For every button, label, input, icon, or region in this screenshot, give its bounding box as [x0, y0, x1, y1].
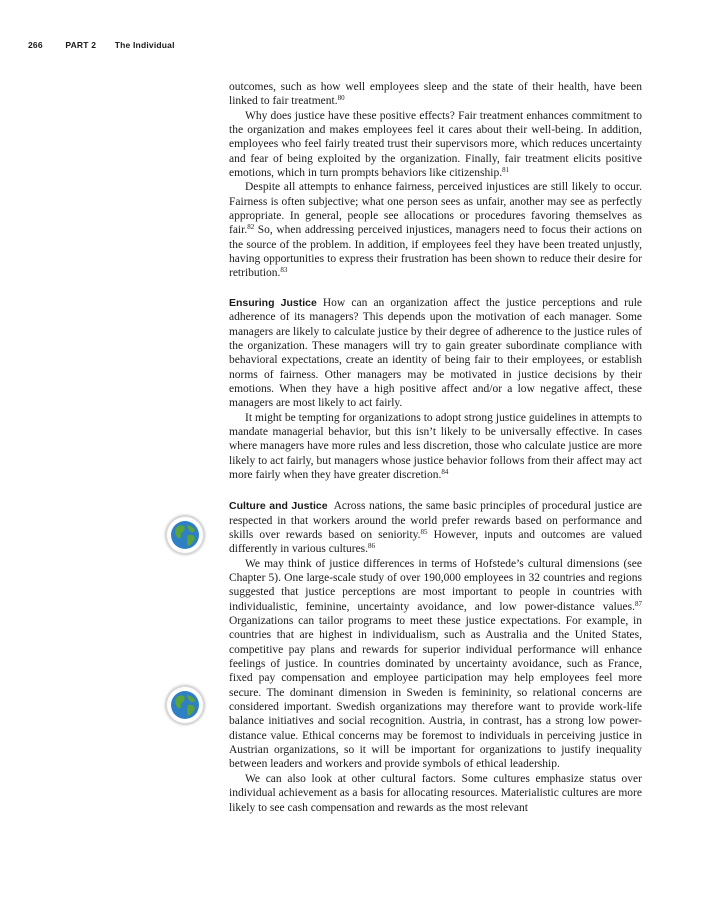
paragraph: outcomes, such as how well employees sleep and the state of their health, have been linked to fair treatment.$^{80}$ [229, 81, 642, 108]
section-gap [229, 281, 642, 296]
footnote-ref: 80 [337, 94, 345, 103]
footnote-ref: 87 [635, 599, 642, 608]
paragraph: Ensuring Justice How can an organization affect the justice perceptions and rule adherence of its managers? This depends upon the motivation of each manager. Some managers are likely to calculate justice by their degree of adherence to the justice rules of the organization. These managers will try to gain greater subordinate compliance with behavioral expectations, create an identity of being fair to their employees, or establish norms of fairness. Other managers may be motivated in justice decisions by their emotions. When they have a high positive affect and/or a low negative affect, these managers are most likely to act fairly. [229, 296, 643, 410]
footnote-ref: 82 [247, 223, 255, 232]
page-number: 266 [28, 40, 43, 50]
globe-icon [166, 686, 204, 724]
footnote-ref: 85 [420, 527, 428, 536]
section-heading: Ensuring Justice [229, 296, 317, 309]
paragraph: It might be tempting for organizations to adopt strong justice guidelines in attempts to mandate managerial behavior, but this isn’t likely to be universally effective. In cases where managers have more rules and less discretion, those who calculate justice are more likely to act fairly, but managers whose justice behavior follows from their affect may act more fairly when they have greater discretion.$^{84}$ [229, 411, 642, 481]
paragraph: Despite all attempts to enhance fairness, perceived injustices are still likely to occur. Fairness is often subjective; what one person sees as unfair, another may see as perfectly appropriate. In general, people see allocations or procedures favoring themselves as fair.$^{82}$ So, when addressing perceived injustices, managers need to focus their actions on the source of the problem. In addition, if employees feel they have been treated unjustly, having opportunities to express their frustration has been shown to reduce their desire for retribution.$^{83}$ [229, 181, 642, 280]
footnote-ref: 81 [502, 166, 510, 175]
footnote-ref: 83 [280, 266, 288, 275]
footnote-ref: 86 [368, 542, 376, 551]
section-label: The Individual [114, 40, 175, 50]
part-label: PART 2 [65, 40, 97, 50]
body-column [229, 80, 642, 815]
running-head [28, 40, 175, 50]
paragraph: We may think of justice differences in terms of Hofstede’s cultural dimensions (see Chapter 5). One large-scale study of over 190,000 employees in 32 countries and regions suggested that justice perceptions are most important to people in countries with individualistic, feminine, uncertainty avoidance, and low power-distance values.$^{87}$ Organizations can tailor programs to meet these justice expectations. For example, in countries that are highest in individualism, such as Australia and the United States, competitive pay plans and rewards for superior individual performance will enhance feelings of justice. In countries dominated by uncertainty avoidance, such as France, fixed pay compensation and employee participation may help employees feel more secure. The dominant dimension in Sweden is femininity, so relational concerns are considered important. Swedish organizations may therefore want to provide work-life balance initiatives and social recognition. Austria, in contrast, has a strong low power-distance value. Ethical concerns may be foremost to individuals in perceiving justice in Austrian organizations, so it will be important for organizations to justify inequality between leaders and workers and provide symbols of ethical leadership. [229, 557, 642, 771]
paragraph: Culture and Justice Across nations, the same basic principles of procedural justice are respected in that workers around the world prefer rewards based on performance and skills over rewards based on seniority.$^{85}$ However, inputs and outcomes are valued differently in various cultures.$^{86}$ [229, 500, 642, 556]
footnote-ref: 84 [441, 467, 449, 476]
paragraph: Why does justice have these positive effects? Fair treatment enhances commitment to the organization and makes employees feel it cares about their well-being. In addition, employees who feel fairly treated trust their supervisors more, which reduces uncertainty and fear of being exploited by the organization. Finally, fair treatment elicits positive emotions, which in turn prompts behaviors like citizenship.$^{81}$ [229, 109, 642, 180]
section-gap [229, 482, 642, 499]
section-heading: Culture and Justice [229, 500, 328, 513]
paragraph: We can also look at other cultural factors. Some cultures emphasize status over individual achievement as a basis for allocating resources. Materialistic cultures are more likely to see cash compensation and rewards as the most relevant [229, 772, 642, 814]
globe-icon [166, 516, 204, 554]
